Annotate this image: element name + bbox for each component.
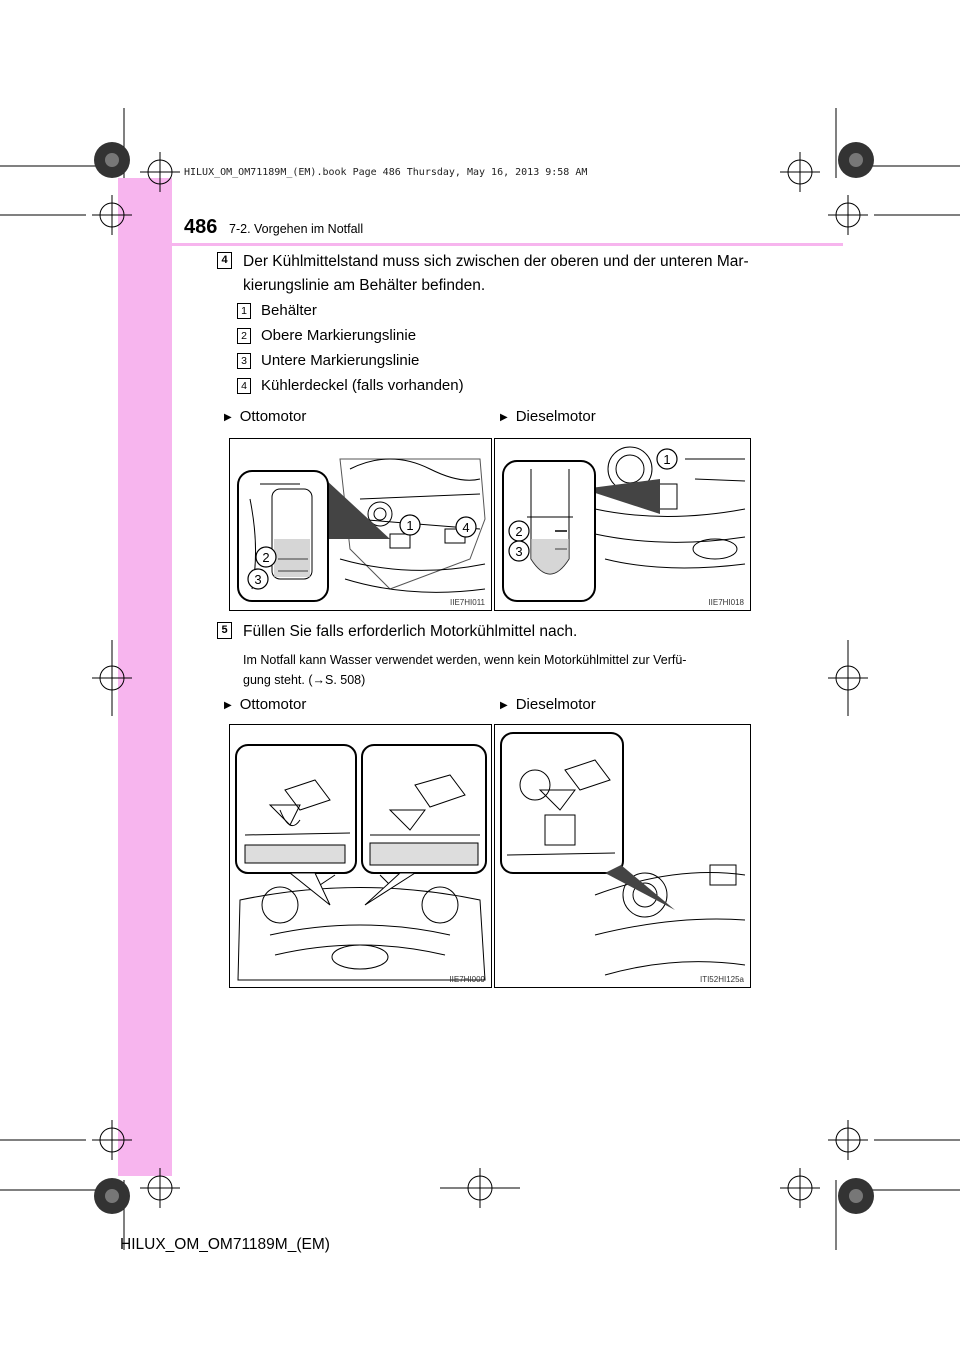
pink-margin-bar (118, 178, 172, 1176)
item-number-3: 3 (237, 353, 251, 369)
item-number-1: 1 (237, 303, 251, 319)
callout-3: 3 (254, 572, 262, 587)
step4-text-line2: kierungslinie am Behälter befinden. (243, 277, 486, 294)
item-label-2: Obere Markierungslinie (261, 327, 417, 344)
step5-text: Füllen Sie falls erforderlich Motorkühlmittel nach. (243, 623, 578, 640)
header-rule (118, 243, 843, 246)
figure-reservoir-diesel (494, 438, 751, 611)
item-label-4: Kühlerdeckel (falls vorhanden) (261, 377, 464, 394)
triangle-bullet-icon: ▶ (224, 700, 232, 711)
section-title: 7-2. Vorgehen im Notfall (229, 222, 364, 236)
engine-bay-illustration (230, 439, 491, 610)
refill-illustration (230, 725, 491, 987)
variant-label-gasoline-1: ▶ Ottomotor (224, 408, 307, 425)
figure-code: IIE7HI018 (708, 598, 744, 607)
figure-code: ITI52HI125a (699, 975, 744, 984)
file-header: HILUX_OM_OM71189M_(EM).book Page 486 Thursday, May 16, 2013 9:58 AM (184, 167, 588, 178)
callout-4: 4 (462, 520, 470, 535)
variant-label-gasoline-2: ▶ Ottomotor (224, 696, 307, 713)
footer-doc-id: HILUX_OM_OM71189M_(EM) (120, 1236, 330, 1253)
item-label-1: Behälter (261, 302, 317, 319)
page-number: 486 (184, 216, 218, 238)
refill-illustration (495, 725, 750, 987)
figure-refill-diesel (494, 724, 751, 988)
engine-bay-illustration (495, 439, 750, 610)
step-number-5: 5 (217, 622, 232, 639)
callout-1: 1 (663, 452, 671, 467)
figure-code: IIE7HI011 (450, 598, 485, 607)
figure-refill-gasoline (229, 724, 492, 988)
figure-reservoir-gasoline (229, 438, 492, 611)
callout-3: 3 (515, 544, 523, 559)
step5-note-line2: gung steht. (→S. 508) (243, 673, 366, 687)
step-number-4: 4 (217, 252, 232, 269)
step4-text-line1: Der Kühlmittelstand muss sich zwischen der oberen und der unteren Mar- (243, 253, 749, 270)
variant-label-diesel-2: ▶ Dieselmotor (500, 696, 596, 713)
callout-2: 2 (262, 550, 270, 565)
triangle-bullet-icon: ▶ (500, 700, 508, 711)
figure-code: IIE7HI009 (449, 975, 485, 984)
step5-note-line1: Im Notfall kann Wasser verwendet werden, wenn kein Motorkühlmittel zur Verfü- (243, 653, 687, 667)
callout-2: 2 (515, 524, 523, 539)
item-number-2: 2 (237, 328, 251, 344)
item-label-3: Untere Markierungslinie (261, 352, 420, 369)
callout-1: 1 (406, 518, 414, 533)
triangle-bullet-icon: ▶ (224, 412, 232, 423)
item-number-4: 4 (237, 378, 251, 394)
variant-label-diesel-1: ▶ Dieselmotor (500, 408, 596, 425)
triangle-bullet-icon: ▶ (500, 412, 508, 423)
